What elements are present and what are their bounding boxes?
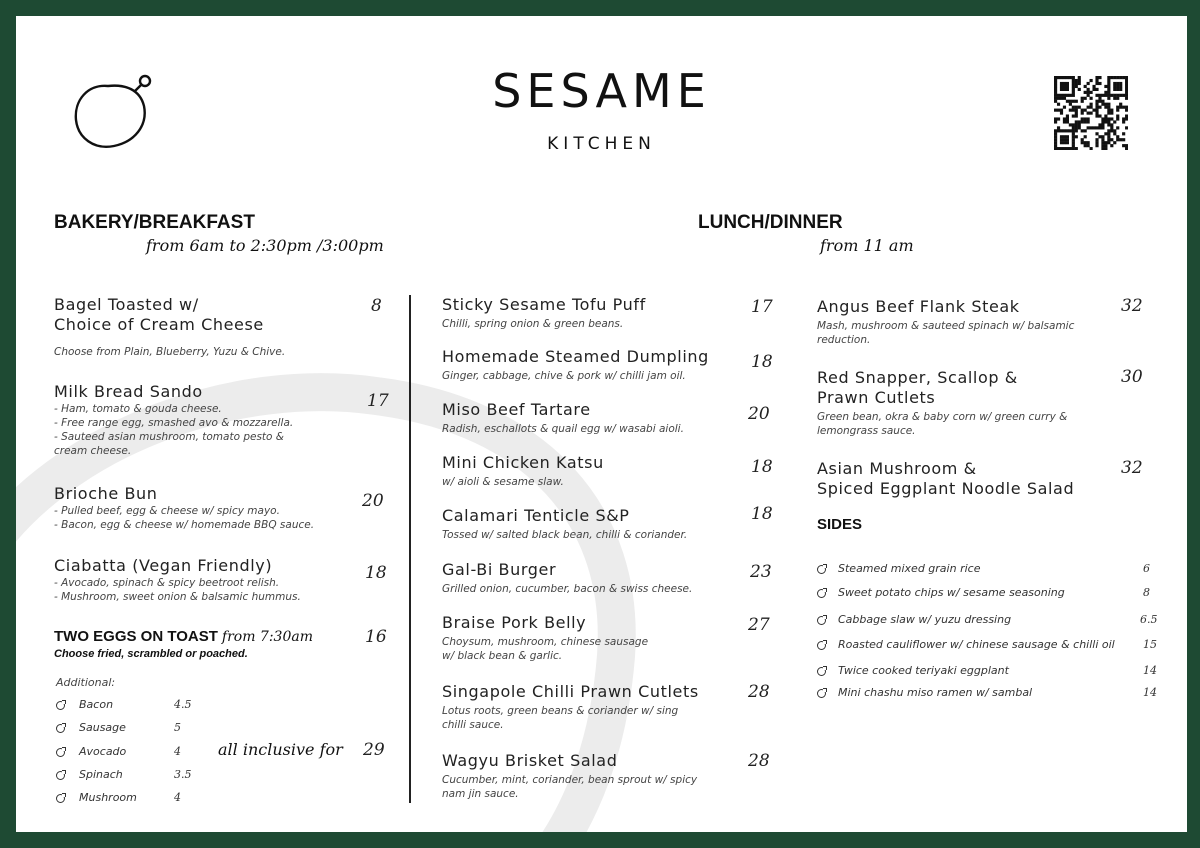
item-price: 18 (365, 563, 387, 583)
additional-name: Bacon (79, 698, 114, 711)
inclusive-label: all inclusive for (218, 740, 343, 759)
menu-item (442, 613, 732, 663)
menu-item-brioche-bun (54, 484, 364, 532)
small-circle-icon (56, 771, 65, 780)
brand-name: SESAME (492, 64, 711, 118)
toast-desc: Choose fried, scrambled or poached. (54, 648, 248, 660)
small-circle-icon (56, 701, 65, 710)
side-row (817, 613, 1137, 626)
menu-item (817, 368, 1107, 438)
item-price: 18 (751, 457, 773, 477)
item-price: 18 (751, 352, 773, 372)
menu-item (817, 297, 1107, 347)
item-name: Brioche Bun (54, 484, 158, 503)
side-name: Twice cooked teriyaki eggplant (838, 664, 1009, 677)
menu-item (442, 400, 732, 436)
item-desc: w/ aioli & sesame slaw. (442, 476, 564, 488)
item-name: Asian Mushroom & (817, 459, 977, 478)
item-price: 17 (751, 297, 773, 317)
small-circle-icon (817, 616, 826, 625)
menu-item (442, 295, 732, 331)
brand-block (16, 64, 1187, 154)
item-desc-3: - Sauteed asian mushroom, tomato pesto & (54, 431, 284, 443)
menu-item-two-eggs (54, 626, 354, 660)
item-name-line2: Spiced Eggplant Noodle Salad (817, 479, 1075, 498)
menu-item (442, 506, 732, 542)
side-row (817, 664, 1137, 677)
additional-price: 4.5 (174, 698, 192, 711)
item-price: 20 (362, 491, 384, 511)
side-row (817, 686, 1137, 699)
item-price: 32 (1121, 296, 1143, 316)
item-name: Homemade Steamed Dumpling (442, 347, 709, 366)
additional-price: 4 (174, 791, 181, 804)
menu-sheet (16, 16, 1187, 832)
item-desc: reduction. (817, 334, 871, 346)
item-desc: Radish, eschallots & quail egg w/ wasabi aioli. (442, 423, 684, 435)
item-desc-1: - Avocado, spinach & spicy beetroot relish. (54, 577, 280, 589)
qr-code-icon[interactable] (1054, 76, 1128, 150)
item-name-line2: Prawn Cutlets (817, 388, 936, 407)
item-desc-2: - Free range egg, smashed avo & mozzarella. (54, 417, 294, 429)
item-name: Ciabatta (Vegan Friendly) (54, 556, 273, 575)
item-price: 23 (750, 562, 772, 582)
item-name-line2: Choice of Cream Cheese (54, 315, 264, 334)
item-name: Miso Beef Tartare (442, 400, 591, 419)
side-name: Roasted cauliflower w/ chinese sausage & chilli oil (838, 638, 1115, 651)
item-price: 8 (371, 296, 382, 316)
additional-name: Spinach (79, 768, 123, 781)
item-desc: Grilled onion, cucumber, bacon & swiss cheese. (442, 583, 693, 595)
item-desc-2: - Mushroom, sweet onion & balsamic hummus. (54, 591, 301, 603)
small-circle-icon (817, 589, 826, 598)
item-desc: Cucumber, mint, coriander, bean sprout w/ spicy (442, 774, 698, 786)
item-desc: nam jin sauce. (442, 788, 519, 800)
item-price: 18 (751, 504, 773, 524)
item-desc-4: cream cheese. (54, 445, 132, 457)
menu-item (442, 347, 732, 383)
item-desc-1: - Ham, tomato & gouda cheese. (54, 403, 222, 415)
small-circle-icon (56, 724, 65, 733)
item-desc: Mash, mushroom & sauteed spinach w/ balsamic (817, 320, 1075, 332)
item-price: 20 (748, 404, 770, 424)
side-price: 8 (1143, 586, 1150, 599)
item-name: Gal-Bi Burger (442, 560, 557, 579)
side-price: 14 (1143, 664, 1157, 677)
item-name: Calamari Tenticle S&P (442, 506, 630, 525)
side-price: 14 (1143, 686, 1157, 699)
side-price: 6.5 (1140, 613, 1158, 626)
brand-sub: KITCHEN (547, 134, 656, 154)
item-name: Braise Pork Belly (442, 613, 587, 632)
item-name: Angus Beef Flank Steak (817, 297, 1020, 316)
small-circle-icon (817, 689, 826, 698)
toast-from: from 7:30am (221, 629, 313, 645)
small-circle-icon (56, 748, 65, 757)
item-name: Milk Bread Sando (54, 382, 203, 401)
small-circle-icon (817, 641, 826, 650)
item-price: 30 (1121, 367, 1143, 387)
side-name: Mini chashu miso ramen w/ sambal (838, 686, 1033, 699)
menu-item (442, 682, 732, 732)
item-desc: Tossed w/ salted black bean, chilli & coriander. (442, 529, 688, 541)
additional-price: 4 (174, 745, 181, 758)
side-row (817, 562, 1137, 575)
side-row (817, 638, 1137, 651)
additional-name: Mushroom (79, 791, 137, 804)
lunch-title: LUNCH/DINNER (698, 212, 843, 233)
additional-name: Avocado (79, 745, 127, 758)
item-name: Sticky Sesame Tofu Puff (442, 295, 646, 314)
item-name: Bagel Toasted w/ (54, 295, 199, 314)
menu-item (442, 751, 732, 801)
menu-item-milk-bread-sando (54, 382, 364, 458)
toast-price: 16 (365, 627, 387, 647)
additional-price: 3.5 (174, 768, 192, 781)
item-name: Singapole Chilli Prawn Cutlets (442, 682, 699, 701)
item-name: Mini Chicken Katsu (442, 453, 604, 472)
side-name: Sweet potato chips w/ sesame seasoning (838, 586, 1065, 599)
item-name: Wagyu Brisket Salad (442, 751, 618, 770)
additional-name: Sausage (79, 721, 126, 734)
item-desc: Choysum, mushroom, chinese sausage (442, 636, 649, 648)
column-divider (409, 295, 411, 803)
small-circle-icon (817, 667, 826, 676)
side-row (817, 586, 1137, 599)
item-price: 32 (1121, 458, 1143, 478)
additional-price: 5 (174, 721, 181, 734)
side-name: Steamed mixed grain rice (838, 562, 981, 575)
additional-label: Additional: (56, 676, 116, 689)
breakfast-title: BAKERY/BREAKFAST (54, 212, 255, 233)
menu-item-ciabatta (54, 556, 364, 604)
menu-item (442, 453, 732, 489)
inclusive-price: 29 (363, 740, 385, 760)
lunch-hours: from 11 am (820, 236, 914, 255)
item-desc: Choose from Plain, Blueberry, Yuzu & Chive. (54, 346, 286, 358)
item-desc: w/ black bean & garlic. (442, 650, 563, 662)
item-desc: Chilli, spring onion & green beans. (442, 318, 624, 330)
item-desc: Ginger, cabbage, chive & pork w/ chilli jam oil. (442, 370, 686, 382)
item-desc: chilli sauce. (442, 719, 504, 731)
menu-item (817, 459, 1107, 499)
item-price: 28 (748, 751, 770, 771)
side-name: Cabbage slaw w/ yuzu dressing (838, 613, 1012, 626)
toast-title: TWO EGGS ON TOAST (54, 628, 218, 645)
item-desc-1: - Pulled beef, egg & cheese w/ spicy mayo. (54, 505, 280, 517)
breakfast-hours: from 6am to 2:30pm /3:00pm (146, 236, 384, 255)
small-circle-icon (817, 565, 826, 574)
menu-item (442, 560, 732, 596)
item-desc-2: - Bacon, egg & cheese w/ homemade BBQ sauce. (54, 519, 315, 531)
sides-title: SIDES (817, 516, 863, 533)
item-price: 27 (748, 615, 770, 635)
small-circle-icon (56, 794, 65, 803)
menu-item-bagel (54, 295, 354, 359)
item-desc: Lotus roots, green beans & coriander w/ sing (442, 705, 679, 717)
item-price: 17 (367, 391, 389, 411)
side-price: 15 (1143, 638, 1157, 651)
item-desc: Green bean, okra & baby corn w/ green curry & (817, 411, 1068, 423)
item-price: 28 (748, 682, 770, 702)
item-name: Red Snapper, Scallop & (817, 368, 1018, 387)
side-price: 6 (1143, 562, 1150, 575)
item-desc: lemongrass sauce. (817, 425, 916, 437)
